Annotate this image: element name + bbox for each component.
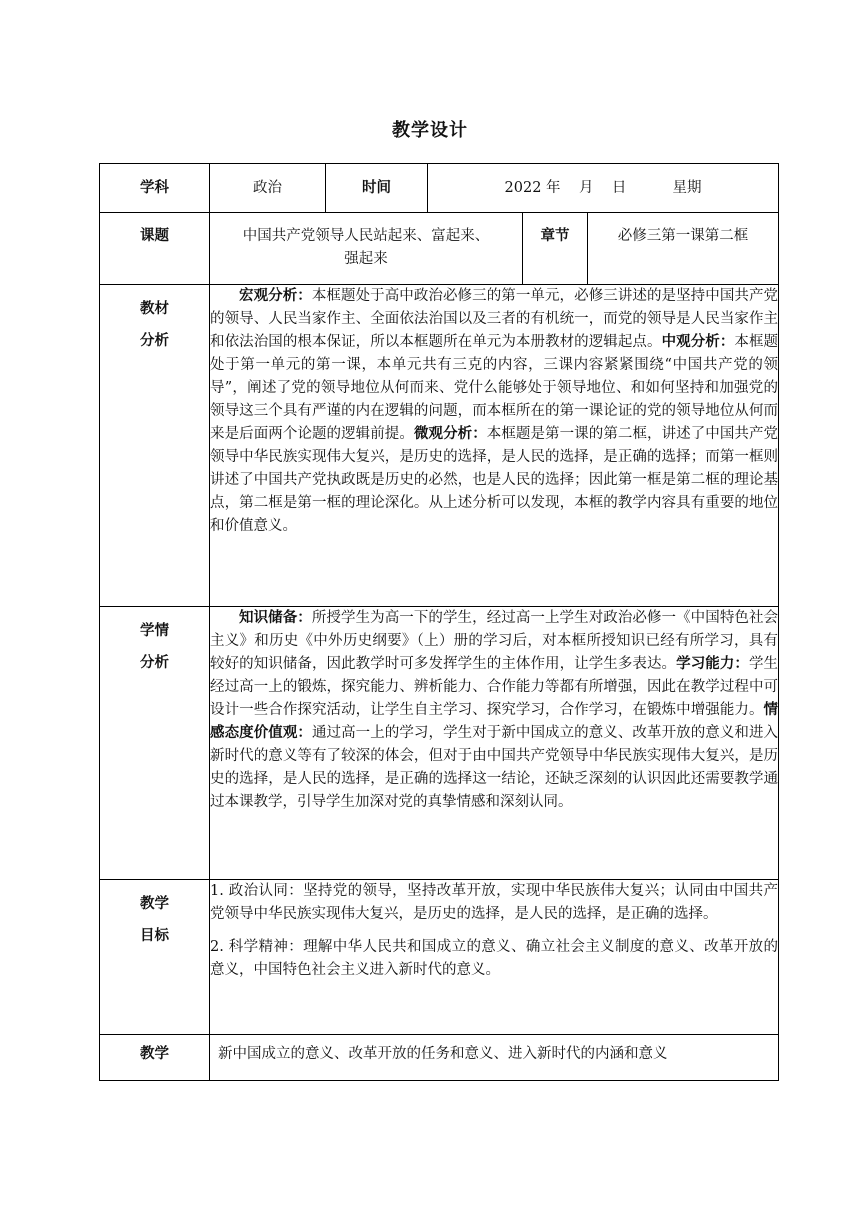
knowledge-text: 所授学生为高一下的学生，经过高一上学生对政治必修一《中国特色社会主义》和历史《中外历史纲要》（上）册的学习后，对本框所授知识已经有所学习，具有较好的知识储备，因此教学时可多发挥学生的主体作用，让学生多表达。 bbox=[210, 610, 779, 672]
topic-value-line1: 中国共产党领导人民站起来、富起来、 bbox=[242, 228, 490, 244]
teaching-goals-label bbox=[100, 880, 210, 1035]
knowledge-heading: 知识储备： bbox=[239, 610, 312, 626]
textbook-analysis-label bbox=[100, 285, 210, 607]
key-points-content: 新中国成立的意义、改革开放的任务和意义、进入新时代的内涵和意义 bbox=[210, 1035, 779, 1081]
chapter-label: 章节 bbox=[523, 213, 588, 285]
emotion-heading: 情感态度价值观： bbox=[210, 702, 779, 741]
textbook-analysis-row bbox=[100, 285, 779, 607]
micro-text: 本框题是第一课的第二框，讲述了中国共产党领导中华民族实现伟大复兴，是历史的选择，是人民的选择，是正确的选择；而第一框则讲述了中国共产党执政既是历史的必然，也是人民的选择；因此第一框是第二框的理论基点，第二框是第一框的理论深化。从上述分析可以发现，本框的教学内容具有重要的地位和价值意义。 bbox=[210, 426, 779, 534]
ability-text: 学生经过高一上的锻炼，探究能力、辨析能力、合作能力等都有所增强，因此在教学过程中可设计一些合作探究活动，让学生自主学习、探究学习，合作学习，在锻炼中增强能力。 bbox=[210, 656, 779, 718]
micro-heading: 微观分析： bbox=[413, 426, 487, 442]
topic-value bbox=[210, 213, 523, 285]
learner-label-line2: 分析 bbox=[140, 655, 169, 671]
key-points-label: 教学 bbox=[100, 1035, 210, 1081]
topic-value-line2: 强起来 bbox=[344, 251, 388, 267]
goal-item-2: 2. 科学精神：理解中华人民共和国成立的意义、确立社会主义制度的意义、改革开放的意义，中国特色社会主义进入新时代的意义。 bbox=[210, 939, 779, 978]
chapter-value: 必修三第一课第二框 bbox=[588, 213, 779, 285]
learner-analysis-row bbox=[100, 607, 779, 880]
time-label: 时间 bbox=[326, 164, 428, 213]
emotion-text: 通过高一上的学习，学生对于新中国成立的意义、改革开放的意义和进入新时代的意义等有了较深的体会，但对于由中国共产党领导中华民族实现伟大复兴，是历史的选择，是人民的选择，是正确的选择这一结论，还缺乏深刻的认识因此还需要教学通过本课教学，引导学生加深对党的真挚情感和深刻认同。 bbox=[210, 725, 779, 810]
lesson-plan-table bbox=[99, 163, 779, 1081]
topic-label: 课题 bbox=[100, 213, 210, 285]
subject-value: 政治 bbox=[210, 164, 326, 213]
macro-text: 本框题处于高中政治必修三的第一单元，必修三讲述的是坚持中国共产党的领导、人民当家作主、全面依法治国以及三者的有机统一，而党的领导是人民当家作主和依法治国的根本保证，所以本框题所在单元为本册教材的逻辑起点。 bbox=[210, 288, 779, 350]
learner-analysis-label bbox=[100, 607, 210, 880]
meso-heading: 中观分析： bbox=[661, 334, 735, 350]
goal-item-1: 1. 政治认同：坚持党的领导，坚持改革开放，实现中华民族伟大复兴；认同由中国共产党领导中华民族实现伟大复兴，是历史的选择，是人民的选择，是正确的选择。 bbox=[210, 883, 779, 922]
ability-heading: 学习能力： bbox=[676, 656, 749, 672]
textbook-label-line2: 分析 bbox=[140, 333, 169, 349]
meso-text: 本框题处于第一单元的第一课，本单元共有三克的内容，三课内容紧紧围绕“中国共产党的领导”，阐述了党的领导地位从何而来、党什么能够处于领导地位、和如何坚持和加强党的领导这三个具有严谨的内在逻辑的问题，而本框所在的第一课论证的党的领导地位从何而来是后面两个论题的逻辑前提。 bbox=[210, 334, 779, 442]
teaching-goals-row bbox=[100, 880, 779, 1035]
time-value: 2022 年 月 日 星期 bbox=[428, 164, 779, 213]
textbook-label-line1: 教材 bbox=[140, 301, 169, 317]
header-row bbox=[100, 164, 779, 213]
textbook-analysis-content bbox=[210, 285, 779, 607]
teaching-goals-content bbox=[210, 880, 779, 1035]
learner-analysis-content bbox=[210, 607, 779, 880]
goals-label-line2: 目标 bbox=[140, 928, 169, 944]
document-title: 教学设计 bbox=[392, 120, 468, 141]
macro-heading: 宏观分析： bbox=[239, 288, 312, 304]
subject-label: 学科 bbox=[100, 164, 210, 213]
goals-label-line1: 教学 bbox=[140, 896, 169, 912]
key-points-row bbox=[100, 1035, 779, 1081]
learner-label-line1: 学情 bbox=[140, 623, 169, 639]
topic-row bbox=[100, 213, 779, 285]
